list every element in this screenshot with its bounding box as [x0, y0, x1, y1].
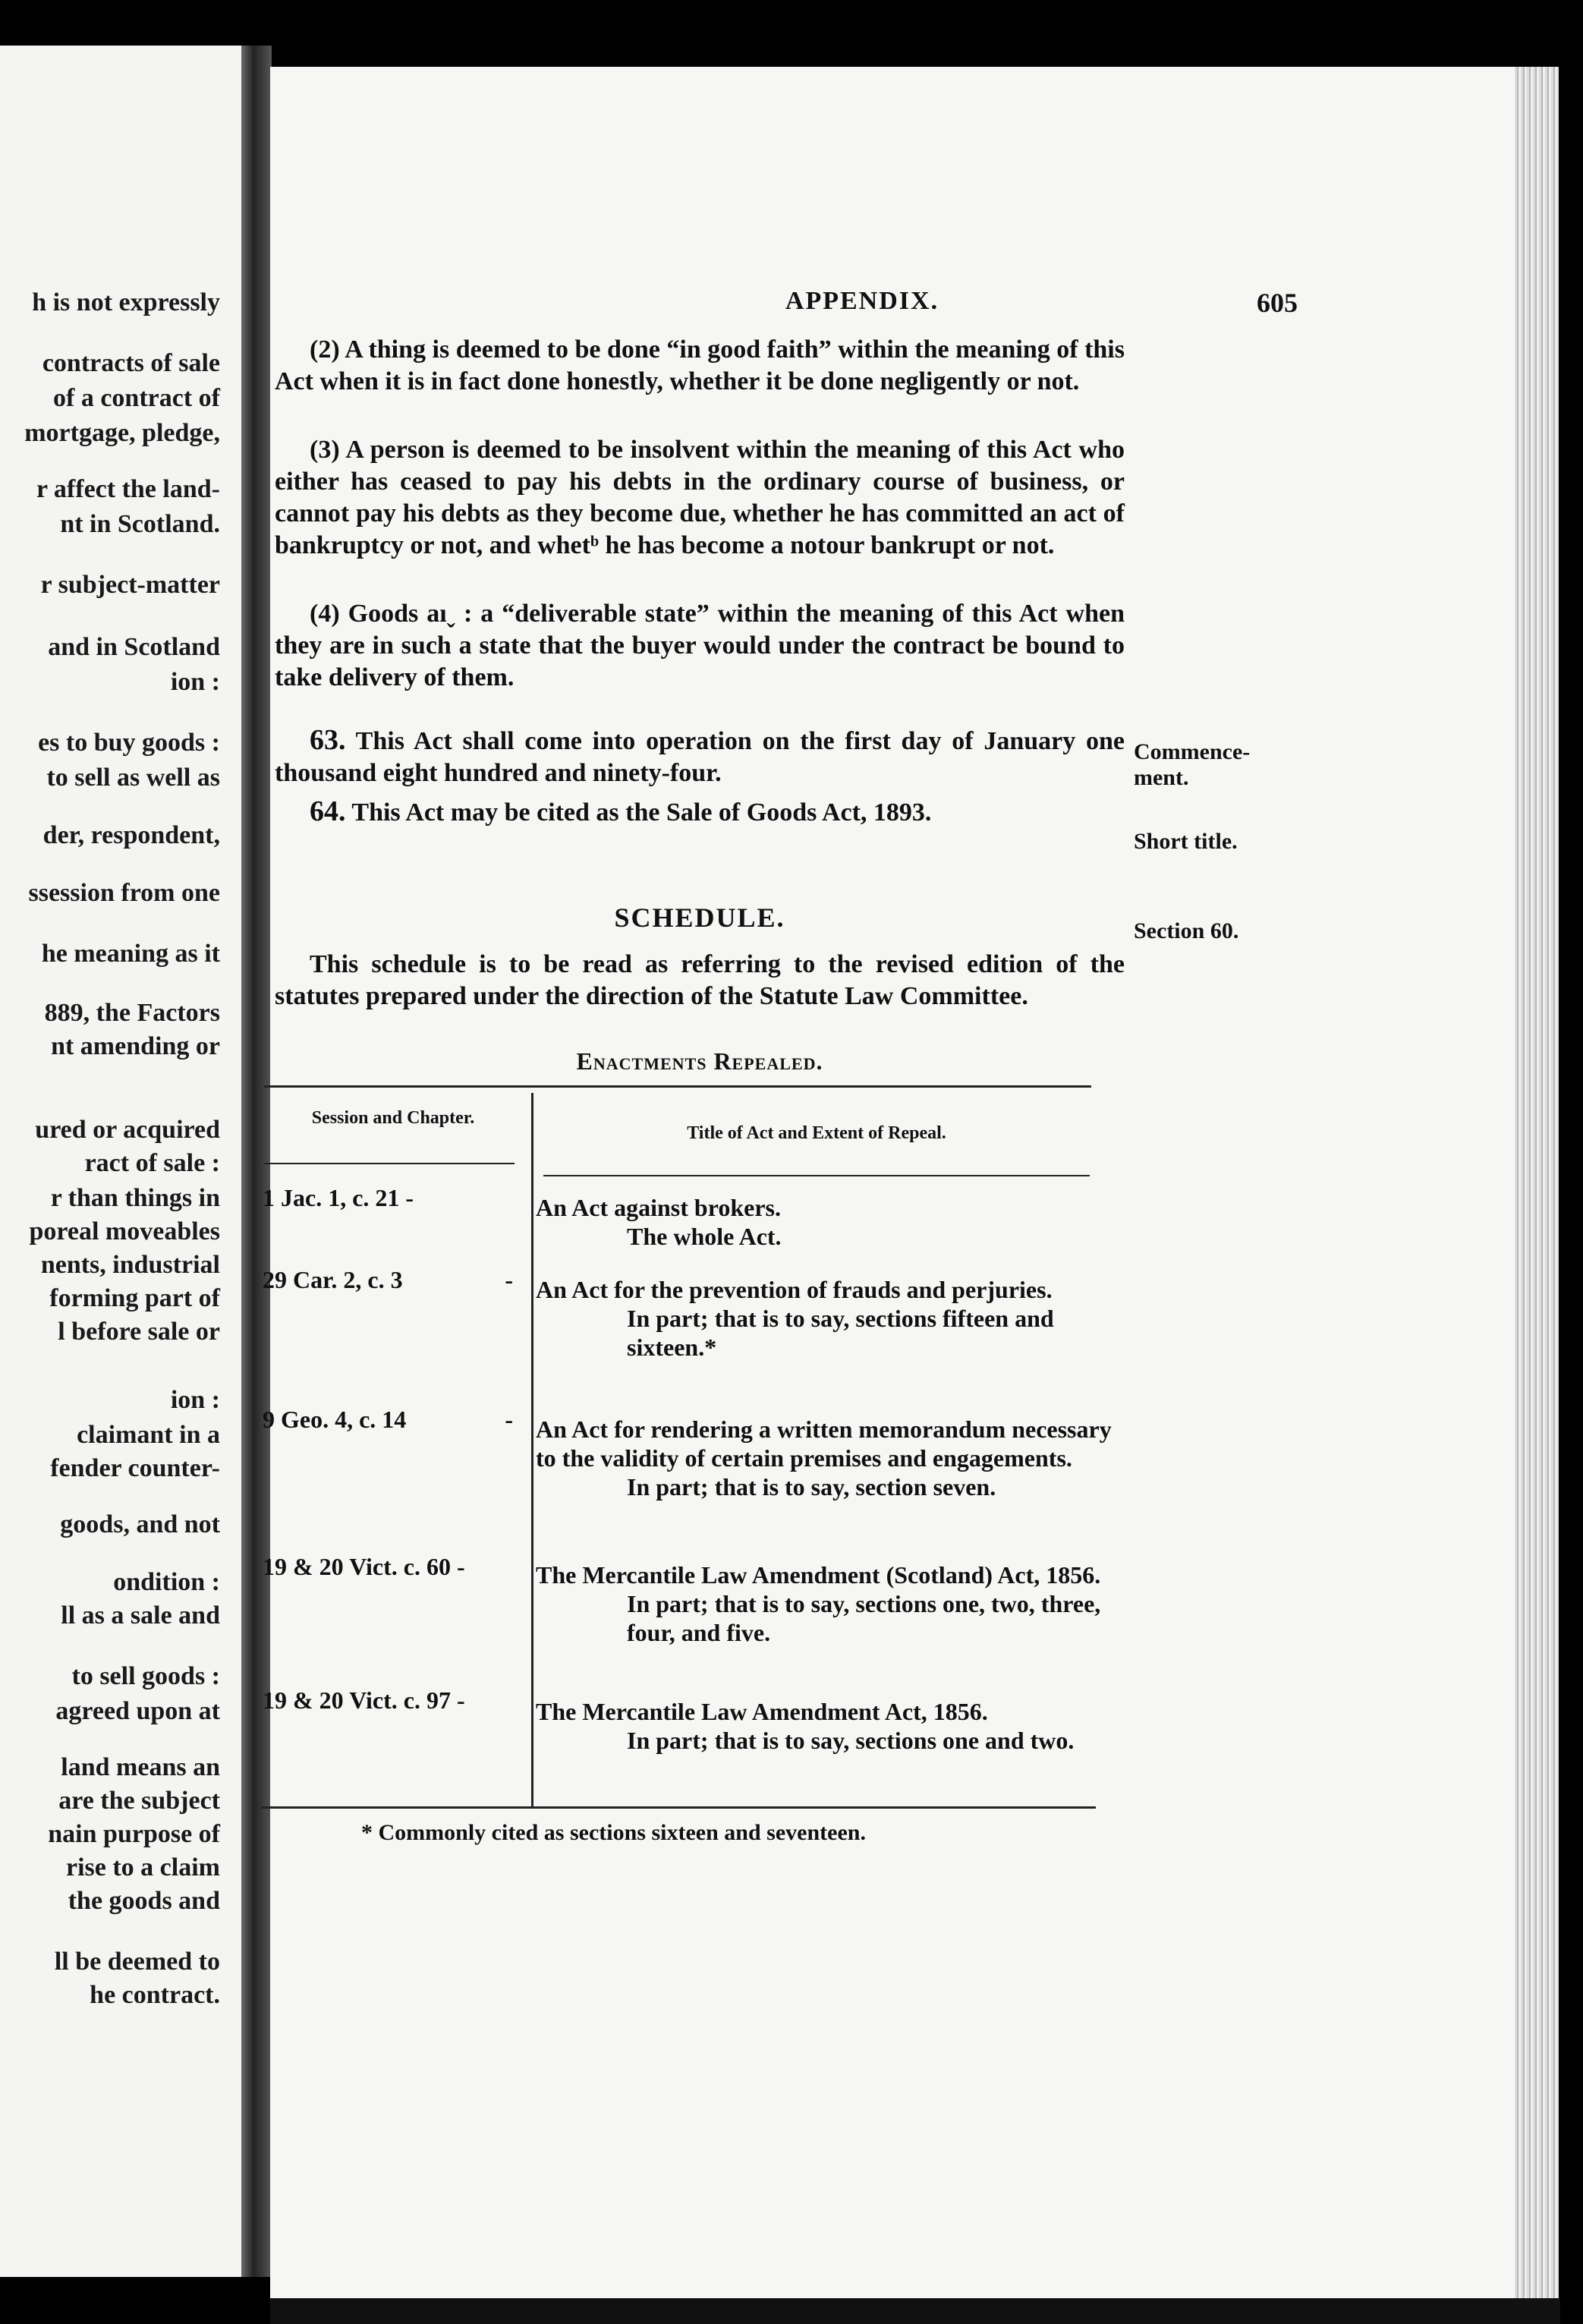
left-page-line: land means an — [61, 1753, 220, 1781]
left-page-line: he meaning as it — [41, 940, 220, 968]
left-page-line: agreed upon at — [55, 1697, 220, 1725]
left-page-line: 889, the Factors — [44, 999, 220, 1027]
left-page-line: rise to a claim — [66, 1853, 220, 1882]
column-header-session: Session and Chapter. — [311, 1108, 475, 1128]
row-dash: - — [505, 1406, 513, 1433]
left-page-line: fender counter- — [50, 1454, 220, 1482]
row-session: 1 Jac. 1, c. 21 - — [263, 1184, 414, 1211]
left-page-line: nents, industrial — [40, 1251, 220, 1279]
paragraph-deliverable-state: (4) Goods aıˬ : a “deliverable state” within the meaning of this Act when they are in such a state that the buyer would under the contract be bound to take delivery of them. — [275, 600, 1125, 691]
row-session — [263, 1264, 513, 1295]
section-64-text: This Act may be cited as the Sale of Goods Act, 1893. — [351, 798, 932, 827]
section-63-text: This Act shall come into operation on the first day of January one thousand eight hundred and ninety-four. — [275, 727, 1125, 787]
row-title — [536, 1275, 1113, 1362]
row-extent: In part; that is to say, sections one and two. — [627, 1727, 1075, 1754]
running-title: APPENDIX. — [785, 287, 939, 315]
left-page-line: ion : — [170, 668, 220, 696]
left-page-line: ion : — [170, 1386, 220, 1414]
left-page-line: to sell as well as — [46, 764, 220, 792]
table-top-rule — [264, 1085, 1091, 1088]
left-page-line: poreal moveables — [29, 1217, 220, 1245]
table-column-divider — [531, 1093, 533, 1806]
left-page-line: nt in Scotland. — [60, 510, 220, 538]
page-number: 605 — [1257, 288, 1298, 318]
left-page-line: h is not expressly — [32, 288, 220, 316]
left-page-line: r subject-matter — [40, 571, 220, 599]
page-edges — [1515, 67, 1559, 2298]
left-page-line: ll be deemed to — [54, 1948, 220, 1976]
left-page-line: he contract. — [90, 1981, 220, 2009]
table-bottom-rule — [261, 1806, 1096, 1809]
section-64-number: 64. — [310, 795, 346, 827]
left-page-line: r affect the land- — [36, 475, 220, 503]
left-page-line: forming part of — [49, 1284, 220, 1312]
schedule-intro: This schedule is to be read as referring to the revised edition of the statutes prepared under the direction of the Statute Law Committee. — [275, 950, 1125, 1010]
paragraph-insolvent: (3) A person is deemed to be insolvent within the meaning of this Act who either has ceased to pay his debts in the ordinary course of business, or cannot pay his debts as they become due, whether he has committed an act of bankruptcy or not, and whetᵇ he has become a notour bankrupt or not. — [275, 436, 1125, 559]
margin-note-commencement: Commence-ment. — [1134, 739, 1251, 790]
left-page-line: nt amending or — [51, 1032, 220, 1060]
scan-border — [270, 2298, 1560, 2324]
left-page-line: l before sale or — [58, 1318, 220, 1346]
column-header-title: Title of Act and Extent of Repeal. — [687, 1123, 946, 1143]
paragraph-good-faith: (2) A thing is deemed to be done “in good faith” within the meaning of this Act when it is in fact done honestly, whether it be done negligently or not. — [275, 335, 1125, 395]
row-session-label: 9 Geo. 4, c. 14 — [263, 1406, 407, 1433]
left-page-line: ll as a sale and — [61, 1601, 220, 1630]
margin-note-section-60: Section 60. — [1134, 918, 1239, 943]
section-64 — [275, 795, 1125, 829]
row-act-title: The Mercantile Law Amendment (Scotland) Act, 1856. — [536, 1561, 1101, 1589]
left-page-line: ondition : — [113, 1568, 220, 1596]
left-page-line: mortgage, pledge, — [24, 419, 220, 447]
left-page-line: and in Scotland — [48, 633, 220, 661]
enactments-repealed-heading: Enactments Repealed. — [576, 1047, 823, 1075]
row-act-title: An Act for the prevention of frauds and perjuries. — [536, 1276, 1053, 1303]
left-page-line: contracts of sale — [42, 349, 220, 377]
row-act-title: The Mercantile Law Amendment Act, 1856. — [536, 1698, 988, 1725]
left-page-line: to sell goods : — [71, 1662, 220, 1690]
left-page-line: ssession from one — [28, 879, 220, 907]
row-session: 19 & 20 Vict. c. 97 - — [263, 1686, 465, 1714]
row-session-label: 29 Car. 2, c. 3 — [263, 1266, 403, 1293]
row-title — [536, 1697, 1113, 1755]
margin-note-short-title: Short title. — [1134, 829, 1238, 854]
left-page-line: of a contract of — [53, 384, 220, 412]
row-act-title: An Act for rendering a written memorandum necessary to the validity of certain premises and engagements. — [536, 1415, 1112, 1472]
left-page-line: are the subject — [58, 1787, 220, 1815]
left-page-line: ured or acquired — [35, 1116, 220, 1144]
left-page-line: der, respondent, — [42, 821, 220, 849]
row-extent: In part; that is to say, sections fifteen and sixteen.* — [627, 1305, 1054, 1361]
row-title — [536, 1415, 1113, 1501]
footnote: * Commonly cited as sections sixteen and seventeen. — [361, 1820, 866, 1845]
row-extent: In part; that is to say, sections one, two, three, four, and five. — [627, 1590, 1101, 1646]
header-rule-right — [543, 1175, 1090, 1176]
left-page-line: es to buy goods : — [38, 729, 220, 757]
row-session — [263, 1404, 513, 1434]
row-act-title: An Act against brokers. — [536, 1194, 781, 1221]
row-dash: - — [505, 1266, 513, 1293]
section-63-number: 63. — [310, 724, 346, 756]
row-title — [536, 1560, 1113, 1647]
left-page-line: nain purpose of — [48, 1820, 220, 1848]
book-gutter — [241, 46, 272, 2277]
left-page-line: the goods and — [68, 1887, 220, 1915]
left-page-line: ract of sale : — [84, 1149, 220, 1177]
right-page — [263, 67, 1515, 2298]
row-extent: In part; that is to say, section seven. — [627, 1473, 996, 1501]
left-page-line: claimant in a — [77, 1421, 220, 1449]
left-page-line: goods, and not — [60, 1510, 220, 1538]
left-page-fragment — [0, 46, 241, 2277]
header-rule-left — [264, 1163, 515, 1164]
left-page-line: r than things in — [50, 1184, 220, 1212]
row-session: 19 & 20 Vict. c. 60 - — [263, 1553, 465, 1580]
row-title — [536, 1193, 1113, 1251]
section-63 — [275, 724, 1125, 789]
row-extent: The whole Act. — [627, 1223, 782, 1250]
schedule-title: SCHEDULE. — [614, 902, 785, 933]
